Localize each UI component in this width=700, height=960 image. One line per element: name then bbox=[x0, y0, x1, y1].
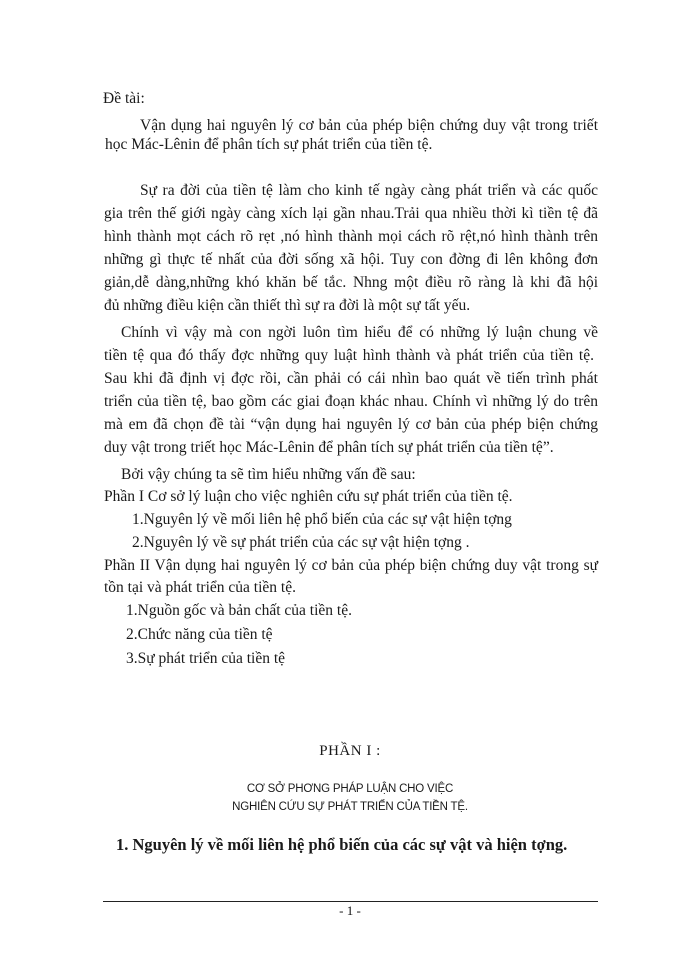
outline-part2-item: 2.Chức năng của tiền tệ bbox=[126, 626, 273, 643]
page-number: - 1 - bbox=[339, 903, 361, 918]
paragraph1-line: những gì thực tế nhất của đời sống xã hội. Tuy con đờng đi lên không đơn bbox=[104, 251, 598, 268]
footer-rule bbox=[103, 901, 598, 902]
paragraph1-line: gia trên thế giới ngày càng xích lại gần nhau.Trải qua nhiều thời kì tiền tệ đã bbox=[104, 205, 598, 222]
section-title: 1. Nguyên lý về mối liên hệ phổ biến của các sự vật và hiện tợng. bbox=[116, 835, 568, 854]
paragraph2-line: Sau khi đã định vị đợc rồi, cần phải có cái nhìn bao quát về tiến trình phát bbox=[104, 370, 598, 387]
part-subheading-line: NGHIÊN CỨU SỰ PHÁT TRIỂN CỦA TIỀN TỆ. bbox=[232, 801, 468, 813]
paragraph1-line: Sự ra đời của tiền tệ làm cho kinh tế ngày càng phát triển và các quốc bbox=[140, 182, 598, 199]
outline-part1-item: 1.Nguyên lý về mối liên hệ phổ biến của các sự vật hiện tợng bbox=[132, 511, 512, 528]
outline-part2-item: 3.Sự phát triển của tiền tệ bbox=[126, 650, 286, 667]
paragraph2-line: mà em đã chọn đề tài “vận dụng hai nguyên lý cơ bản của phép biện chứng bbox=[104, 416, 598, 433]
topic-label: Đề tài: bbox=[103, 90, 145, 107]
paragraph2-line: triển của tiền tệ, bao gồm các giai đoạn khác nhau. Chính vì những lý do trên bbox=[104, 393, 598, 410]
paragraph2-line: duy vật trong triết học Mác-Lênin để phân tích sự phát triển của tiền tệ”. bbox=[104, 439, 554, 456]
outline-part1-item: 2.Nguyên lý về sự phát triển của các sự vật hiện tợng . bbox=[132, 534, 470, 551]
outline-part2-item: 1.Nguồn gốc và bản chất của tiền tệ. bbox=[126, 602, 352, 619]
topic-line-1: Vận dụng hai nguyên lý cơ bản của phép biện chứng duy vật trong triết bbox=[140, 117, 598, 134]
outline-part2-line: Phần II Vận dụng hai nguyên lý cơ bản của phép biện chứng duy vật trong sự bbox=[104, 557, 598, 574]
outline-part1: Phần I Cơ sở lý luận cho việc nghiên cứu sự phát triển của tiền tệ. bbox=[104, 488, 513, 505]
paragraph1-line: hình thành mọt cách rõ rẹt ,nó hình thành mọi cách rõ rệt,nó hình thành trên bbox=[104, 228, 598, 245]
paragraph1-line: giản,dễ dàng,những khó khăn bế tắc. Nhng một điều rõ ràng là khi đã hội bbox=[104, 274, 598, 291]
paragraph2-line: tiền tệ qua đó thấy đợc những quy luật hình thành và phát triển của tiền tệ. bbox=[104, 347, 594, 364]
paragraph1-line: đủ những điều kiện cần thiết thì sự ra đời là một sự tất yếu. bbox=[104, 297, 471, 314]
part-heading: PHẦN I : bbox=[319, 743, 381, 759]
topic-line-2: học Mác-Lênin để phân tích sự phát triển của tiền tệ. bbox=[105, 136, 433, 153]
outline-part2-line: tồn tại và phát triển của tiền tệ. bbox=[104, 579, 296, 596]
paragraph2-line: Chính vì vậy mà con ngời luôn tìm hiểu để có những lý luận chung về bbox=[121, 324, 598, 341]
intro-line: Bởi vậy chúng ta sẽ tìm hiểu những vấn đề sau: bbox=[121, 466, 416, 483]
part-subheading-line: CƠ SỞ PHƠNG PHÁP LUẬN CHO VIỆC bbox=[246, 783, 454, 795]
